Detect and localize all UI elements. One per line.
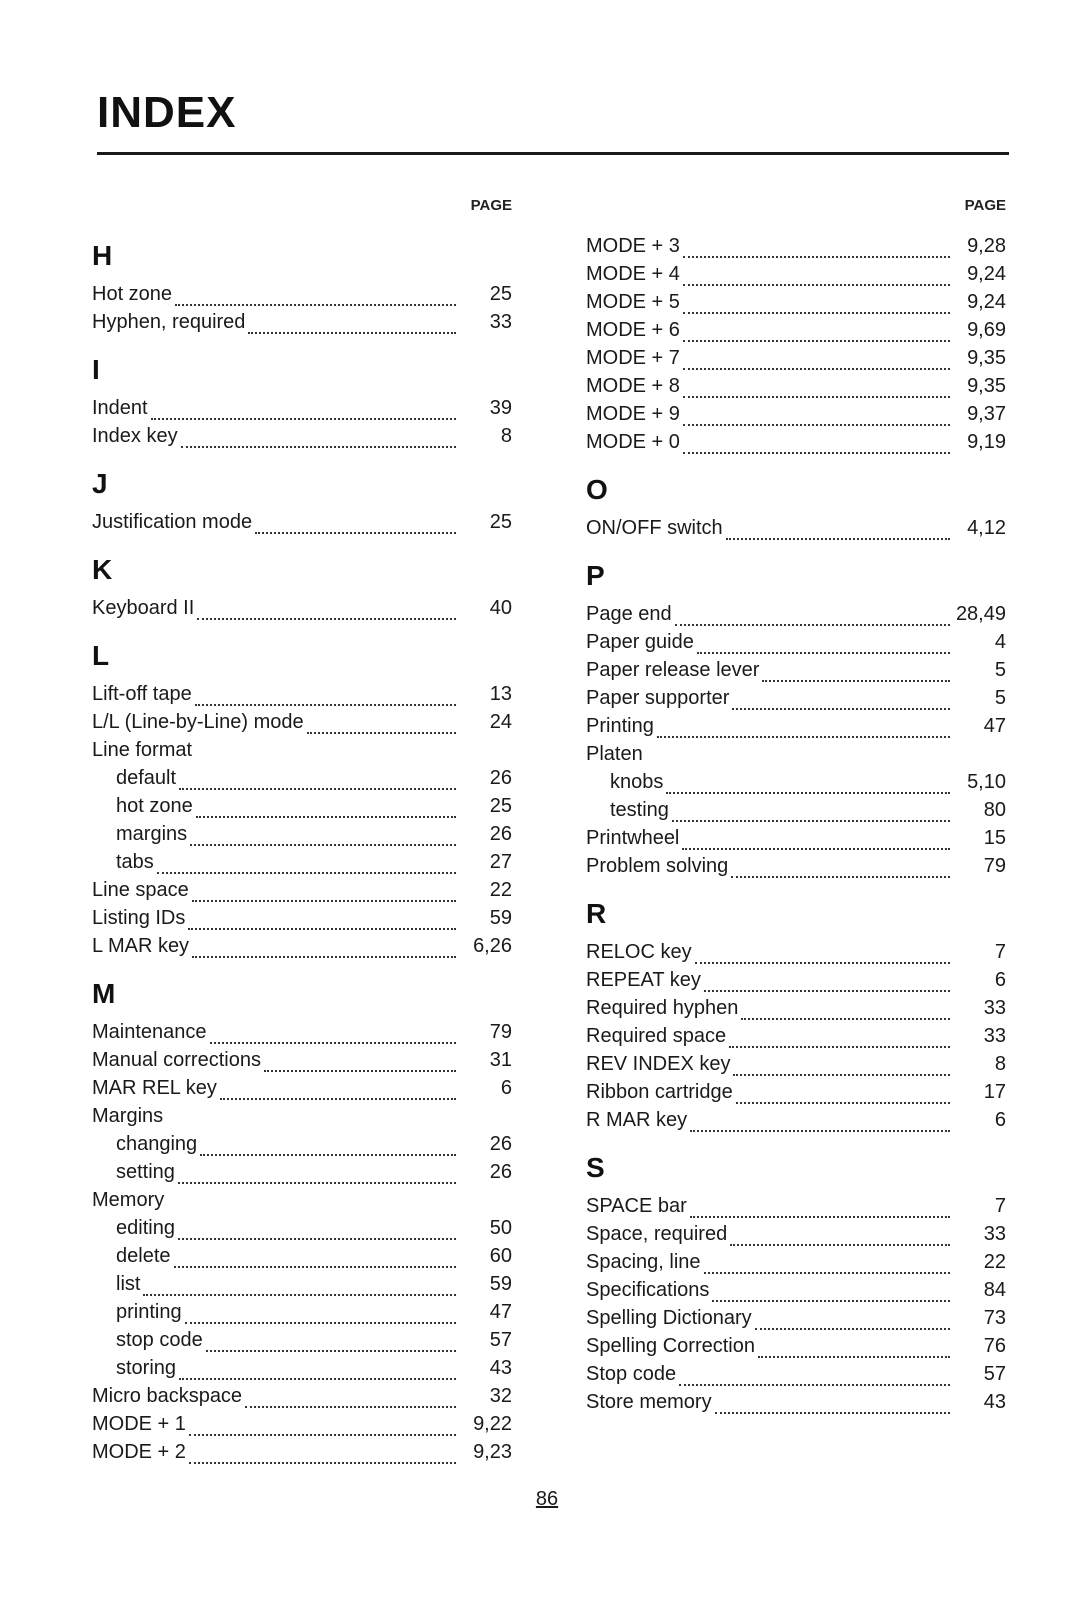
entry-page: 8	[994, 1053, 1006, 1075]
dot-leader	[736, 1084, 950, 1104]
entry-term: Spelling Dictionary	[586, 1307, 752, 1329]
entry-term: testing	[610, 799, 669, 821]
dot-leader	[683, 266, 950, 286]
index-entry	[586, 740, 1006, 768]
dot-leader	[181, 428, 456, 448]
dot-leader	[151, 400, 456, 420]
section-gap	[586, 1416, 1006, 1426]
entry-page: 26	[489, 1133, 512, 1155]
index-entry	[586, 628, 1006, 656]
index-section	[92, 546, 512, 632]
entry-term: Paper guide	[586, 631, 694, 653]
dot-leader	[755, 1310, 950, 1330]
entry-page: 15	[983, 827, 1006, 849]
entry-page: 79	[489, 1021, 512, 1043]
index-entry	[92, 680, 512, 708]
index-entry	[586, 966, 1006, 994]
entry-page: 9,23	[473, 1441, 512, 1463]
entry-term: Memory	[92, 1189, 165, 1211]
entry-page: 27	[489, 851, 512, 873]
entry-term: Indent	[92, 397, 148, 419]
dot-leader	[730, 1226, 950, 1246]
dot-leader	[731, 858, 950, 878]
index-entry	[586, 260, 1006, 288]
entry-term: MODE + 3	[586, 235, 680, 257]
index-entry	[586, 514, 1006, 542]
entry-page: 25	[489, 511, 512, 533]
entry-term: L/L (Line-by-Line) mode	[92, 711, 304, 733]
index-subentry	[92, 1326, 512, 1354]
entry-page: 33	[983, 1025, 1006, 1047]
index-entry	[586, 712, 1006, 740]
entry-term: Margins	[92, 1105, 164, 1127]
index-section	[586, 552, 1006, 890]
section-letter: R	[586, 898, 607, 929]
entry-term: Spelling Correction	[586, 1335, 755, 1357]
entry-page: 32	[489, 1385, 512, 1407]
section-gap	[586, 880, 1006, 890]
index-subentry	[92, 848, 512, 876]
section-letter: M	[92, 978, 116, 1009]
entry-page: 9,28	[967, 235, 1006, 257]
index-entry	[586, 684, 1006, 712]
entry-term: MODE + 5	[586, 291, 680, 313]
index-entry	[92, 904, 512, 932]
index-entry	[92, 422, 512, 450]
dot-leader	[220, 1080, 456, 1100]
index-entry	[586, 316, 1006, 344]
dot-leader	[190, 826, 456, 846]
entry-page: 40	[489, 597, 512, 619]
entry-page: 9,35	[967, 347, 1006, 369]
entry-page: 5	[994, 687, 1006, 709]
entry-page: 9,35	[967, 375, 1006, 397]
dot-leader	[704, 972, 950, 992]
entry-term: Required hyphen	[586, 997, 739, 1019]
page-column-header: PAGE	[964, 197, 1006, 214]
index-entry	[586, 1022, 1006, 1050]
dot-leader	[192, 882, 456, 902]
section-gap	[92, 622, 512, 632]
index-sections	[92, 232, 512, 1476]
dot-leader	[683, 238, 950, 258]
index-entry	[586, 600, 1006, 628]
entry-page: 59	[489, 907, 512, 929]
dot-leader	[200, 1136, 456, 1156]
index-entry	[92, 1046, 512, 1074]
entry-page: 47	[983, 715, 1006, 737]
dot-leader	[657, 718, 950, 738]
entry-term: MODE + 7	[586, 347, 680, 369]
index-entry	[92, 876, 512, 904]
entry-page: 6	[994, 1109, 1006, 1131]
page-title: INDEX	[97, 88, 237, 137]
dot-leader	[307, 714, 456, 734]
dot-leader	[679, 1366, 950, 1386]
index-entry	[586, 428, 1006, 456]
index-entry	[92, 508, 512, 536]
entry-page: 5,10	[967, 771, 1006, 793]
entry-term: editing	[116, 1217, 175, 1239]
entry-term: Stop code	[586, 1363, 677, 1385]
dot-leader	[758, 1338, 950, 1358]
entry-page: 9,24	[967, 291, 1006, 313]
index-subentry	[586, 768, 1006, 796]
index-entry	[586, 1304, 1006, 1332]
dot-leader	[729, 1028, 950, 1048]
page-column-header: PAGE	[470, 197, 512, 214]
entry-page: 4,12	[967, 517, 1006, 539]
dot-leader	[197, 600, 456, 620]
dot-leader	[175, 286, 456, 306]
entry-page: 25	[489, 795, 512, 817]
index-section	[92, 970, 512, 1476]
index-entry	[92, 1186, 512, 1214]
index-entry	[92, 1410, 512, 1438]
index-section	[586, 466, 1006, 552]
entry-page: 9,22	[473, 1413, 512, 1435]
dot-leader	[683, 322, 950, 342]
entry-term: MODE + 9	[586, 403, 680, 425]
entry-page: 73	[983, 1307, 1006, 1329]
entry-term: Micro backspace	[92, 1385, 243, 1407]
index-entry	[586, 344, 1006, 372]
index-section	[92, 232, 512, 346]
index-entry	[92, 308, 512, 336]
entry-term: storing	[116, 1357, 177, 1379]
dot-leader	[690, 1112, 950, 1132]
index-entry	[586, 938, 1006, 966]
entry-term: Keyboard II	[92, 597, 195, 619]
entry-page: 7	[994, 1195, 1006, 1217]
dot-leader	[683, 350, 950, 370]
entry-page: 33	[489, 311, 512, 333]
entry-page: 22	[983, 1251, 1006, 1273]
entry-term: SPACE bar	[586, 1195, 687, 1217]
entry-term: Spacing, line	[586, 1251, 701, 1273]
section-letter: J	[92, 468, 108, 499]
entry-term: default	[116, 767, 177, 789]
entry-term: Justification mode	[92, 511, 253, 533]
entry-term: printing	[116, 1301, 182, 1323]
entry-term: knobs	[610, 771, 664, 793]
index-section	[92, 346, 512, 460]
entry-term: Printwheel	[586, 827, 680, 849]
index-subentry	[92, 820, 512, 848]
entry-page: 9,69	[967, 319, 1006, 341]
index-entry	[586, 1106, 1006, 1134]
dot-leader	[741, 1000, 950, 1020]
entry-term: list	[116, 1273, 141, 1295]
section-letter: O	[586, 474, 608, 505]
section-letter: P	[586, 560, 605, 591]
entry-term: delete	[116, 1245, 171, 1267]
dot-leader	[704, 1254, 950, 1274]
entry-term: setting	[116, 1161, 175, 1183]
dot-leader	[683, 294, 950, 314]
entry-term: MODE + 8	[586, 375, 680, 397]
dot-leader	[189, 1416, 456, 1436]
index-entry	[92, 394, 512, 422]
entry-term: Store memory	[586, 1391, 712, 1413]
entry-page: 33	[983, 997, 1006, 1019]
entry-page: 43	[489, 1357, 512, 1379]
index-entry	[586, 1050, 1006, 1078]
dot-leader	[174, 1248, 457, 1268]
section-letter: H	[92, 240, 113, 271]
entry-page: 26	[489, 767, 512, 789]
entry-page: 8	[500, 425, 512, 447]
entry-term: Problem solving	[586, 855, 729, 877]
index-entry	[586, 656, 1006, 684]
entry-term: Ribbon cartridge	[586, 1081, 733, 1103]
index-entry	[586, 232, 1006, 260]
index-column-right	[586, 190, 1006, 1426]
entry-page: 22	[489, 879, 512, 901]
section-letter: K	[92, 554, 113, 585]
entry-term: Hot zone	[92, 283, 173, 305]
dot-leader	[695, 944, 950, 964]
entry-page: 6,26	[473, 935, 512, 957]
page-number: 86	[535, 1488, 559, 1510]
index-entry	[586, 1192, 1006, 1220]
entry-term: Paper release lever	[586, 659, 760, 681]
dot-leader	[726, 520, 950, 540]
index-entry	[92, 736, 512, 764]
entry-term: tabs	[116, 851, 154, 873]
index-section	[92, 632, 512, 970]
index-entry	[586, 1388, 1006, 1416]
section-gap	[586, 542, 1006, 552]
index-entry	[92, 1382, 512, 1410]
entry-term: Manual corrections	[92, 1049, 261, 1071]
index-subentry	[92, 1298, 512, 1326]
index-entry	[586, 1078, 1006, 1106]
entry-term: Printing	[586, 715, 654, 737]
index-entry	[586, 1276, 1006, 1304]
entry-page: 31	[489, 1049, 512, 1071]
index-entry	[92, 1438, 512, 1466]
entry-page: 79	[983, 855, 1006, 877]
index-entry	[586, 852, 1006, 880]
index-entry	[586, 824, 1006, 852]
entry-term: Space, required	[586, 1223, 728, 1245]
index-entry	[92, 708, 512, 736]
index-entry	[92, 594, 512, 622]
entry-page: 13	[489, 683, 512, 705]
entry-term: Listing IDs	[92, 907, 186, 929]
dot-leader	[733, 1056, 950, 1076]
entry-page: 59	[489, 1273, 512, 1295]
index-subentry	[92, 764, 512, 792]
entry-term: REPEAT key	[586, 969, 701, 991]
dot-leader	[683, 378, 950, 398]
section-letter: S	[586, 1152, 605, 1183]
title-rule	[97, 152, 1009, 155]
dot-leader	[264, 1052, 456, 1072]
entry-term: Line space	[92, 879, 189, 901]
entry-term: Line format	[92, 739, 193, 761]
dot-leader	[143, 1276, 456, 1296]
entry-term: stop code	[116, 1329, 203, 1351]
entry-term: Platen	[586, 743, 643, 765]
entry-page: 57	[489, 1329, 512, 1351]
entry-term: Paper supporter	[586, 687, 730, 709]
entry-term: margins	[116, 823, 188, 845]
dot-leader	[666, 774, 950, 794]
dot-leader	[192, 938, 456, 958]
entry-page: 76	[983, 1335, 1006, 1357]
index-subentry	[92, 1354, 512, 1382]
dot-leader	[697, 634, 950, 654]
index-entry	[92, 1102, 512, 1130]
entry-term: Maintenance	[92, 1021, 207, 1043]
entry-page: 4	[994, 631, 1006, 653]
entry-page: 47	[489, 1301, 512, 1323]
index-entry	[92, 932, 512, 960]
dot-leader	[195, 686, 456, 706]
index-section	[586, 232, 1006, 466]
section-gap	[586, 456, 1006, 466]
index-entry	[586, 1360, 1006, 1388]
dot-leader	[188, 910, 456, 930]
entry-term: MODE + 4	[586, 263, 680, 285]
dot-leader	[245, 1388, 456, 1408]
entry-page: 6	[500, 1077, 512, 1099]
entry-page: 9,37	[967, 403, 1006, 425]
index-entry	[92, 280, 512, 308]
entry-term: RELOC key	[586, 941, 692, 963]
index-entry	[92, 1018, 512, 1046]
dot-leader	[732, 690, 950, 710]
dot-leader	[712, 1282, 950, 1302]
section-letter: L	[92, 640, 110, 671]
dot-leader	[178, 1164, 456, 1184]
dot-leader	[682, 830, 950, 850]
entry-page: 60	[489, 1245, 512, 1267]
index-entry	[586, 400, 1006, 428]
entry-page: 39	[489, 397, 512, 419]
dot-leader	[762, 662, 950, 682]
dot-leader	[189, 1444, 456, 1464]
entry-page: 84	[983, 1279, 1006, 1301]
index-entry	[586, 994, 1006, 1022]
entry-term: ON/OFF switch	[586, 517, 723, 539]
index-entry	[586, 1332, 1006, 1360]
index-subentry	[92, 1270, 512, 1298]
index-section	[586, 1144, 1006, 1426]
section-gap	[92, 450, 512, 460]
dot-leader	[715, 1394, 950, 1414]
dot-leader	[206, 1332, 456, 1352]
index-subentry	[92, 1214, 512, 1242]
index-entry	[92, 1074, 512, 1102]
entry-page: 26	[489, 823, 512, 845]
entry-term: Hyphen, required	[92, 311, 246, 333]
section-letter: I	[92, 354, 100, 385]
index-subentry	[92, 792, 512, 820]
index-subentry	[92, 1242, 512, 1270]
entry-page: 7	[994, 941, 1006, 963]
index-section	[92, 460, 512, 546]
dot-leader	[672, 802, 950, 822]
section-gap	[92, 536, 512, 546]
dot-leader	[683, 434, 950, 454]
dot-leader	[683, 406, 950, 426]
index-entry	[586, 372, 1006, 400]
section-gap	[92, 960, 512, 970]
entry-term: REV INDEX key	[586, 1053, 731, 1075]
entry-page: 5	[994, 659, 1006, 681]
entry-page: 57	[983, 1363, 1006, 1385]
dot-leader	[157, 854, 456, 874]
section-gap	[586, 1134, 1006, 1144]
index-subentry	[586, 796, 1006, 824]
dot-leader	[185, 1304, 456, 1324]
dot-leader	[210, 1024, 456, 1044]
dot-leader	[248, 314, 456, 334]
entry-term: hot zone	[116, 795, 193, 817]
entry-term: changing	[116, 1133, 198, 1155]
entry-term: MODE + 2	[92, 1441, 186, 1463]
entry-term: L MAR key	[92, 935, 190, 957]
entry-page: 28,49	[955, 603, 1006, 625]
section-gap	[92, 1466, 512, 1476]
entry-term: R MAR key	[586, 1109, 688, 1131]
index-entry	[586, 1248, 1006, 1276]
entry-page: 17	[983, 1081, 1006, 1103]
index-column-left	[92, 190, 512, 1476]
dot-leader	[196, 798, 456, 818]
entry-term: Required space	[586, 1025, 727, 1047]
section-gap	[92, 336, 512, 346]
entry-term: Lift-off tape	[92, 683, 192, 705]
entry-page: 24	[489, 711, 512, 733]
index-entry	[586, 288, 1006, 316]
index-subentry	[92, 1158, 512, 1186]
entry-term: MODE + 6	[586, 319, 680, 341]
dot-leader	[255, 514, 456, 534]
entry-page: 80	[983, 799, 1006, 821]
entry-term: MODE + 1	[92, 1413, 186, 1435]
dot-leader	[179, 1360, 456, 1380]
entry-page: 26	[489, 1161, 512, 1183]
entry-page: 50	[489, 1217, 512, 1239]
entry-page: 6	[994, 969, 1006, 991]
entry-page: 33	[983, 1223, 1006, 1245]
entry-page: 43	[983, 1391, 1006, 1413]
entry-term: Specifications	[586, 1279, 710, 1301]
dot-leader	[179, 770, 456, 790]
entry-page: 25	[489, 283, 512, 305]
index-subentry	[92, 1130, 512, 1158]
dot-leader	[178, 1220, 456, 1240]
index-entry	[586, 1220, 1006, 1248]
entry-term: Index key	[92, 425, 178, 447]
index-section	[586, 890, 1006, 1144]
entry-page: 9,24	[967, 263, 1006, 285]
entry-term: Page end	[586, 603, 672, 625]
index-sections	[586, 232, 1006, 1426]
entry-term: MAR REL key	[92, 1077, 217, 1099]
entry-term: MODE + 0	[586, 431, 680, 453]
dot-leader	[675, 606, 950, 626]
entry-page: 9,19	[967, 431, 1006, 453]
dot-leader	[690, 1198, 950, 1218]
